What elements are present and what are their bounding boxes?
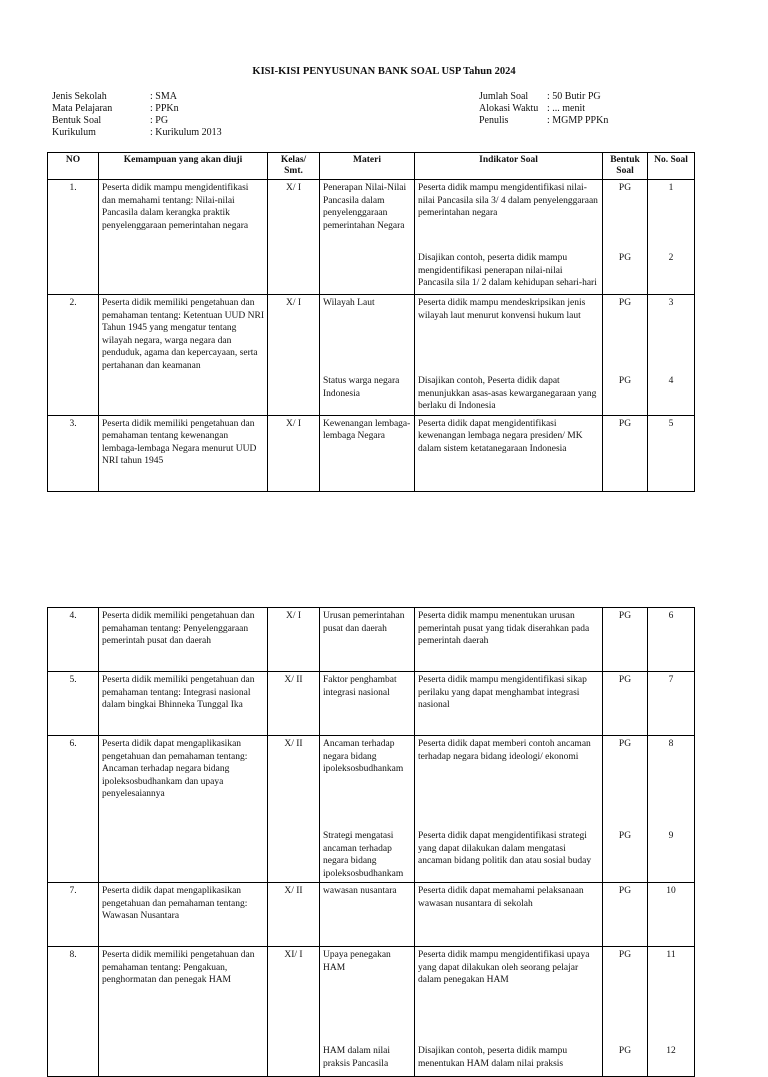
header-kemampuan: Kemampuan yang akan diuji xyxy=(99,153,268,180)
cell-materi xyxy=(320,180,415,295)
meta-value: : PG xyxy=(150,115,169,126)
kisi-table-part-2 xyxy=(47,607,695,1077)
meta-value: : PPKn xyxy=(150,103,179,114)
cell-bentuk-item: PG xyxy=(618,886,632,896)
cell-materi xyxy=(320,415,415,491)
cell-materi-item: Kewenangan lembaga-lembaga Negara xyxy=(323,418,411,441)
table-row xyxy=(48,736,695,883)
cell-bentuk-item: PG xyxy=(618,418,632,429)
cell-kelas: X/ I xyxy=(268,295,320,416)
cell-indikator-item: Peserta didik dapat memahami pelaksanaan wawasan nusantara di sekolah xyxy=(418,886,584,909)
table-row xyxy=(48,883,695,947)
cell-nosoal xyxy=(648,295,695,416)
cell-materi xyxy=(320,883,415,947)
cell-nosoal-item: 7 xyxy=(668,675,674,685)
table-row xyxy=(48,672,695,736)
cell-nosoal xyxy=(648,672,695,736)
cell-bentuk xyxy=(603,883,648,947)
cell-nosoal-item: 4 xyxy=(668,376,674,386)
cell-materi xyxy=(320,672,415,736)
cell-nosoal xyxy=(648,180,695,295)
cell-kemampuan: Peserta didik memiliki pengetahuan dan pemahaman tentang: Ketentuan UUD NRI Tahun 1945 yang mengatur tentang wilayah negara, warga negara dan penduduk, agama dan kepercayaan, serta pertahanan dan keamanan xyxy=(99,295,268,416)
cell-nosoal xyxy=(648,947,695,1077)
cell-materi-item: Urusan pemerintahan pusat dan daerah xyxy=(323,611,405,634)
cell-materi xyxy=(320,736,415,883)
header-nosoal: No. Soal xyxy=(648,153,695,180)
table-row xyxy=(48,415,695,491)
cell-bentuk-item: PG xyxy=(618,675,632,685)
cell-bentuk-item: PG xyxy=(618,1046,632,1056)
cell-bentuk xyxy=(603,415,648,491)
cell-materi xyxy=(320,608,415,672)
cell-nosoal-item: 1 xyxy=(668,183,674,193)
header-materi: Materi xyxy=(320,153,415,180)
cell-indikator-item: Disajikan contoh, peserta didik mampu mengidentifikasi penerapan nilai-nilai Pancasila sila 1/ 2 dalam kehidupan sehari-hari xyxy=(418,253,597,288)
cell-kelas: X/ I xyxy=(268,608,320,672)
cell-bentuk xyxy=(603,295,648,416)
cell-kelas: X/ II xyxy=(268,736,320,883)
cell-kemampuan: Peserta didik memiliki pengetahuan dan pemahaman tentang: Pengakuan, penghormatan dan penegak HAM xyxy=(99,947,268,1077)
cell-indikator xyxy=(415,947,603,1077)
page-title: KISI-KISI PENYUSUNAN BANK SOAL USP Tahun 2024 xyxy=(252,66,516,77)
cell-indikator xyxy=(415,608,603,672)
meta-row-jenis-sekolah xyxy=(52,91,222,103)
cell-nosoal-item: 3 xyxy=(668,298,674,308)
cell-indikator-item: Peserta didik mampu menentukan urusan pemerintah pusat yang tidak diserahkan pada pemerintah daerah xyxy=(418,611,590,646)
meta-key: Jumlah Soal xyxy=(479,91,529,102)
cell-materi-item xyxy=(323,232,411,254)
cell-indikator-item: Peserta didik dapat mengidentifikasi strategi yang dapat dilakukan dalam mengatasi ancaman bidang politik dan atau sosial buday xyxy=(418,831,592,866)
cell-bentuk xyxy=(603,736,648,883)
meta-row-kurikulum xyxy=(52,127,222,139)
cell-kemampuan: Peserta didik dapat mengaplikasikan pengetahuan dan pemahaman tentang: Ancaman terhadap negara bidang ipoleksosbudhankam dan upaya penyelesaiannya xyxy=(99,736,268,883)
cell-kelas: X/ II xyxy=(268,883,320,947)
cell-bentuk-item: PG xyxy=(618,183,632,193)
cell-nosoal-item: 2 xyxy=(668,253,674,263)
meta-key: Bentuk Soal xyxy=(52,115,102,126)
cell-nosoal xyxy=(648,883,695,947)
header-indikator: Indikator Soal xyxy=(415,153,603,180)
cell-indikator xyxy=(415,415,603,491)
meta-row-penulis xyxy=(479,115,608,127)
cell-materi-item: Faktor penghambat integrasi nasional xyxy=(323,675,397,698)
cell-materi-item: Ancaman terhadap negara bidang ipoleksosbudhankam xyxy=(323,739,404,774)
cell-kemampuan: Peserta didik dapat mengaplikasikan pengetahuan dan pemahaman tentang: Wawasan Nusantara xyxy=(99,883,268,947)
cell-materi-item: Strategi mengatasi ancaman terhadap negara bidang ipoleksosbudhankam xyxy=(323,831,404,879)
header-no: NO xyxy=(48,153,99,180)
cell-bentuk-item: PG xyxy=(618,376,632,386)
cell-nosoal-item: 10 xyxy=(666,886,676,896)
meta-row-mata-pelajaran xyxy=(52,103,222,115)
cell-indikator xyxy=(415,180,603,295)
cell-indikator-item: Peserta didik mampu mengidentifikasi upaya yang dapat dilakukan oleh seorang pelajar dalam penegakan HAM xyxy=(418,950,590,985)
cell-materi xyxy=(320,947,415,1077)
cell-no: 6. xyxy=(48,736,99,883)
cell-bentuk xyxy=(603,180,648,295)
cell-nosoal-item: 12 xyxy=(666,1046,676,1056)
cell-bentuk-item: PG xyxy=(618,611,632,621)
table-row xyxy=(48,180,695,295)
meta-row-alokasi-waktu xyxy=(479,103,608,115)
cell-indikator-item: Peserta didik mampu mengidentifikasi sikap perilaku yang dapat menghambat integrasi nasional xyxy=(418,675,587,710)
cell-no: 7. xyxy=(48,883,99,947)
cell-indikator xyxy=(415,883,603,947)
cell-no: 5. xyxy=(48,672,99,736)
cell-materi-item: HAM dalam nilai praksis Pancasila xyxy=(323,1046,391,1069)
cell-kelas: X/ I xyxy=(268,180,320,295)
table-row xyxy=(48,295,695,416)
cell-indikator-item: Peserta didik dapat mengidentifikasi kewenangan lembaga negara presiden/ MK dalam sistem ketatanegaraan Indonesia xyxy=(418,418,583,454)
cell-nosoal xyxy=(648,415,695,491)
cell-kelas: X/ II xyxy=(268,672,320,736)
cell-kemampuan: Peserta didik memiliki pengetahuan dan pemahaman tentang: Penyelenggaraan pemerintah pusat dan daerah xyxy=(99,608,268,672)
cell-kemampuan: Peserta didik mampu mengidentifikasi dan memahami tentang: Nilai-nilai Pancasila dalam kerangka praktik penyelenggaraan pemerintahan negara xyxy=(99,180,268,295)
cell-no: 1. xyxy=(48,180,99,295)
cell-nosoal xyxy=(648,608,695,672)
cell-bentuk-item: PG xyxy=(618,253,632,263)
cell-bentuk-item: PG xyxy=(618,298,632,308)
cell-no: 4. xyxy=(48,608,99,672)
cell-nosoal-item: 6 xyxy=(668,611,674,621)
meta-key: Mata Pelajaran xyxy=(52,103,113,114)
table-header-row xyxy=(48,153,695,180)
meta-key: Kurikulum xyxy=(52,127,96,138)
header-bentuk: Bentuk Soal xyxy=(603,153,648,180)
meta-value: : 50 Butir PG xyxy=(547,91,601,102)
meta-key: Penulis xyxy=(479,115,509,126)
cell-bentuk xyxy=(603,947,648,1077)
cell-indikator-item: Disajikan contoh, peserta didik mampu menentukan HAM dalam nilai praksis xyxy=(418,1046,568,1069)
header-kelas: Kelas/ Smt. xyxy=(268,153,320,180)
cell-no: 3. xyxy=(48,415,99,491)
kisi-table-part-1 xyxy=(47,152,695,492)
cell-kemampuan: Peserta didik memiliki pengetahuan dan pemahaman tentang: Integrasi nasional dalam bingkai Bhinneka Tunggal Ika xyxy=(99,672,268,736)
meta-key: Alokasi Waktu xyxy=(479,103,539,114)
cell-bentuk xyxy=(603,608,648,672)
meta-value: : ... menit xyxy=(547,103,586,114)
meta-right xyxy=(479,91,608,127)
cell-materi-item: Penerapan Nilai-Nilai Pancasila dalam penyelenggaraan pemerintahan Negara xyxy=(323,183,407,231)
cell-materi-item: Status warga negara Indonesia xyxy=(323,376,400,399)
cell-bentuk-item: PG xyxy=(618,739,632,749)
cell-no: 8. xyxy=(48,947,99,1077)
table-row xyxy=(48,608,695,672)
cell-nosoal xyxy=(648,736,695,883)
cell-indikator-item: Peserta didik dapat memberi contoh ancaman terhadap negara bidang ideologi/ ekonomi xyxy=(418,739,591,762)
cell-indikator xyxy=(415,736,603,883)
cell-kelas: XI/ I xyxy=(268,947,320,1077)
meta-left xyxy=(52,91,222,139)
cell-bentuk xyxy=(603,672,648,736)
meta-value: : SMA xyxy=(150,91,177,102)
cell-kelas: X/ I xyxy=(268,415,320,491)
meta-row-jumlah-soal xyxy=(479,91,608,103)
cell-indikator-item: Peserta didik mampu mendeskripsikan jenis wilayah laut menurut konvensi hukum laut xyxy=(418,298,586,321)
cell-nosoal-item: 8 xyxy=(668,739,674,749)
cell-kemampuan: Peserta didik memiliki pengetahuan dan pemahaman tentang kewenangan lembaga-lembaga Negara menurut UUD NRI tahun 1945 xyxy=(99,415,268,491)
cell-materi-item: Upaya penegakan HAM xyxy=(323,950,391,973)
table-row xyxy=(48,947,695,1077)
meta-row-bentuk-soal xyxy=(52,115,222,127)
cell-bentuk-item: PG xyxy=(618,950,632,960)
meta-key: Jenis Sekolah xyxy=(52,91,107,102)
cell-indikator-item: Peserta didik mampu mengidentifikasi nilai-nilai Pancasila sila 3/ 4 dalam penyelenggaraan pemerintahan negara xyxy=(418,183,598,218)
cell-bentuk-item: PG xyxy=(618,831,632,841)
cell-indikator-item: Disajikan contoh, Peserta didik dapat menunjukkan asas-asas kewarganegaraan yang berlaku di Indonesia xyxy=(418,376,597,411)
cell-nosoal-item: 5 xyxy=(668,418,674,429)
cell-indikator xyxy=(415,672,603,736)
cell-materi-item: wawasan nusantara xyxy=(323,886,397,896)
cell-materi-item: Wilayah Laut xyxy=(323,298,375,308)
cell-materi xyxy=(320,295,415,416)
cell-no: 2. xyxy=(48,295,99,416)
meta-value: : MGMP PPKn xyxy=(547,115,609,126)
meta-value: : Kurikulum 2013 xyxy=(150,127,222,138)
cell-indikator xyxy=(415,295,603,416)
cell-nosoal-item: 11 xyxy=(666,950,676,960)
cell-nosoal-item: 9 xyxy=(668,831,674,841)
